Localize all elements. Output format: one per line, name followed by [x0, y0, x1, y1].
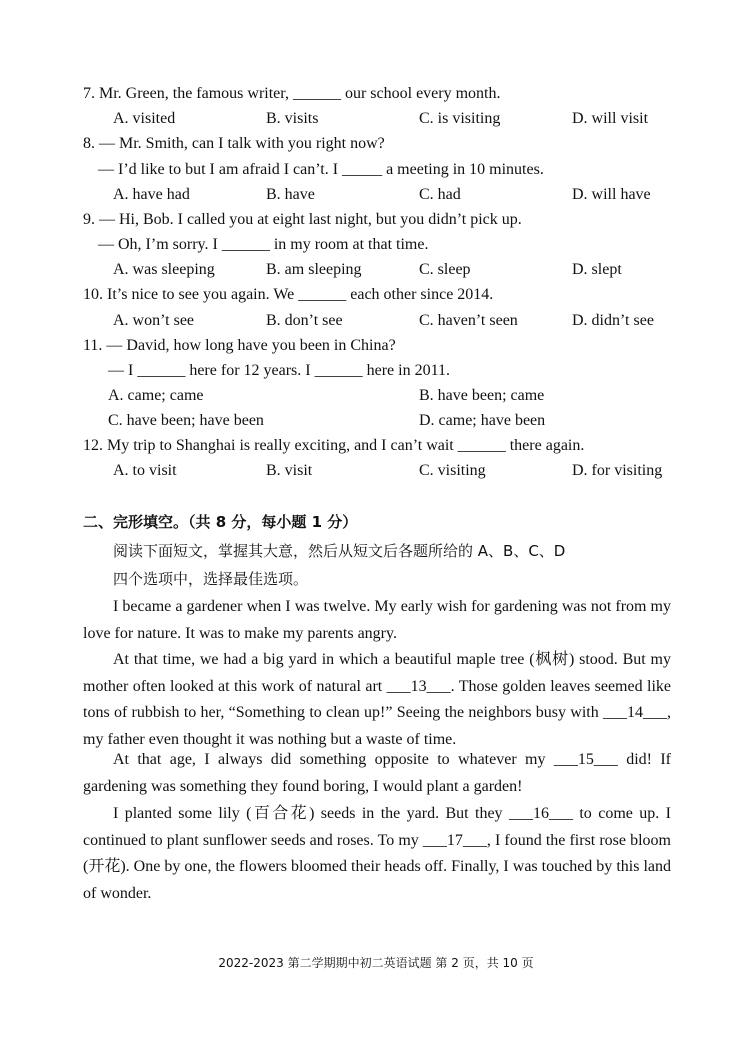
question-7-option-a: A. visited [113, 110, 176, 127]
question-8-option-c: C. had [419, 186, 461, 203]
question-9-option-b: B. am sleeping [266, 261, 362, 278]
question-9-reply: — Oh, I’m sorry. I ______ in my room at that time. [98, 236, 429, 253]
question-8-option-d: D. will have [572, 186, 651, 203]
question-12-option-b: B. visit [266, 462, 313, 479]
question-12-option-d: D. for visiting [572, 462, 663, 479]
question-9-option-d: D. slept [572, 261, 622, 278]
passage-paragraph-3 [83, 747, 671, 800]
passage-paragraph-1-text: I became a gardener when I was twelve. My early wish for gardening was not from my love for nature. It was to make my parents angry. [83, 598, 671, 642]
question-7-stem: 7. Mr. Green, the famous writer, ______ our school every month. [83, 85, 501, 102]
passage-paragraph-3-text: At that age, I always did something opposite to whatever my ___15___ did! If gardening was something they found boring, I would plant a garden! [83, 751, 671, 795]
section-intro-line-2: 四个选项中，选择最佳选项。 [113, 570, 309, 588]
section-intro-line-1: 阅读下面短文，掌握其大意，然后从短文后各题所给的 A、B、C、D [113, 542, 566, 560]
question-8-stem: 8. — Mr. Smith, can I talk with you right now? [83, 135, 385, 152]
passage-paragraph-4 [83, 801, 671, 907]
section-title: 二、完形填空。（共 8 分，每小题 1 分） [83, 513, 358, 531]
question-7-option-b: B. visits [266, 110, 319, 127]
question-11-option-d: D. came; have been [419, 412, 546, 429]
question-8-option-b: B. have [266, 186, 315, 203]
question-7-option-d: D. will visit [572, 110, 649, 127]
question-12-option-a: A. to visit [113, 462, 177, 479]
question-10-option-d: D. didn’t see [572, 312, 654, 329]
question-9-option-c: C. sleep [419, 261, 471, 278]
question-9-option-a: A. was sleeping [113, 261, 215, 278]
question-7-option-c: C. is visiting [419, 110, 501, 127]
question-11-option-b: B. have been; came [419, 387, 545, 404]
page-footer: 2022-2023 第二学期期中初二英语试题 第 2 页，共 10 页 [218, 956, 534, 970]
question-10-option-b: B. don’t see [266, 312, 343, 329]
question-8-reply: — I’d like to but I am afraid I can’t. I _____ a meeting in 10 minutes. [98, 161, 544, 178]
question-12-stem: 12. My trip to Shanghai is really exciting, and I can’t wait ______ there again. [83, 437, 585, 454]
question-10-option-c: C. haven’t seen [419, 312, 518, 329]
passage-paragraph-1 [83, 594, 671, 647]
question-11-reply: — I ______ here for 12 years. I ______ here in 2011. [108, 362, 450, 379]
question-8-option-a: A. have had [113, 186, 190, 203]
passage-paragraph-2-text: At that time, we had a big yard in which a beautiful maple tree (枫树) stood. But my mother often looked at this work of natural art ___13___. Those golden leaves seemed like tons of rubbish to her, “Something to clean up!” Seeing the neighbors busy with ___14___, my father even thought it was nothing but a waste of time. [83, 651, 671, 748]
question-11-option-a: A. came; came [108, 387, 204, 404]
question-9-stem: 9. — Hi, Bob. I called you at eight last night, but you didn’t pick up. [83, 211, 522, 228]
question-10-option-a: A. won’t see [113, 312, 195, 329]
passage-paragraph-2 [83, 647, 671, 753]
question-11-option-c: C. have been; have been [108, 412, 264, 429]
question-10-stem: 10. It’s nice to see you again. We ______ each other since 2014. [83, 286, 494, 303]
question-12-option-c: C. visiting [419, 462, 486, 479]
question-11-stem: 11. — David, how long have you been in China? [83, 337, 396, 354]
passage-paragraph-4-text: I planted some lily (百合花) seeds in the yard. But they ___16___ to come up. I continued to plant sunflower seeds and roses. To my ___17___, I found the first rose bloom (开花). One by one, the flowers bloomed their heads off. Finally, I was touched by this land of wonder. [83, 805, 671, 902]
